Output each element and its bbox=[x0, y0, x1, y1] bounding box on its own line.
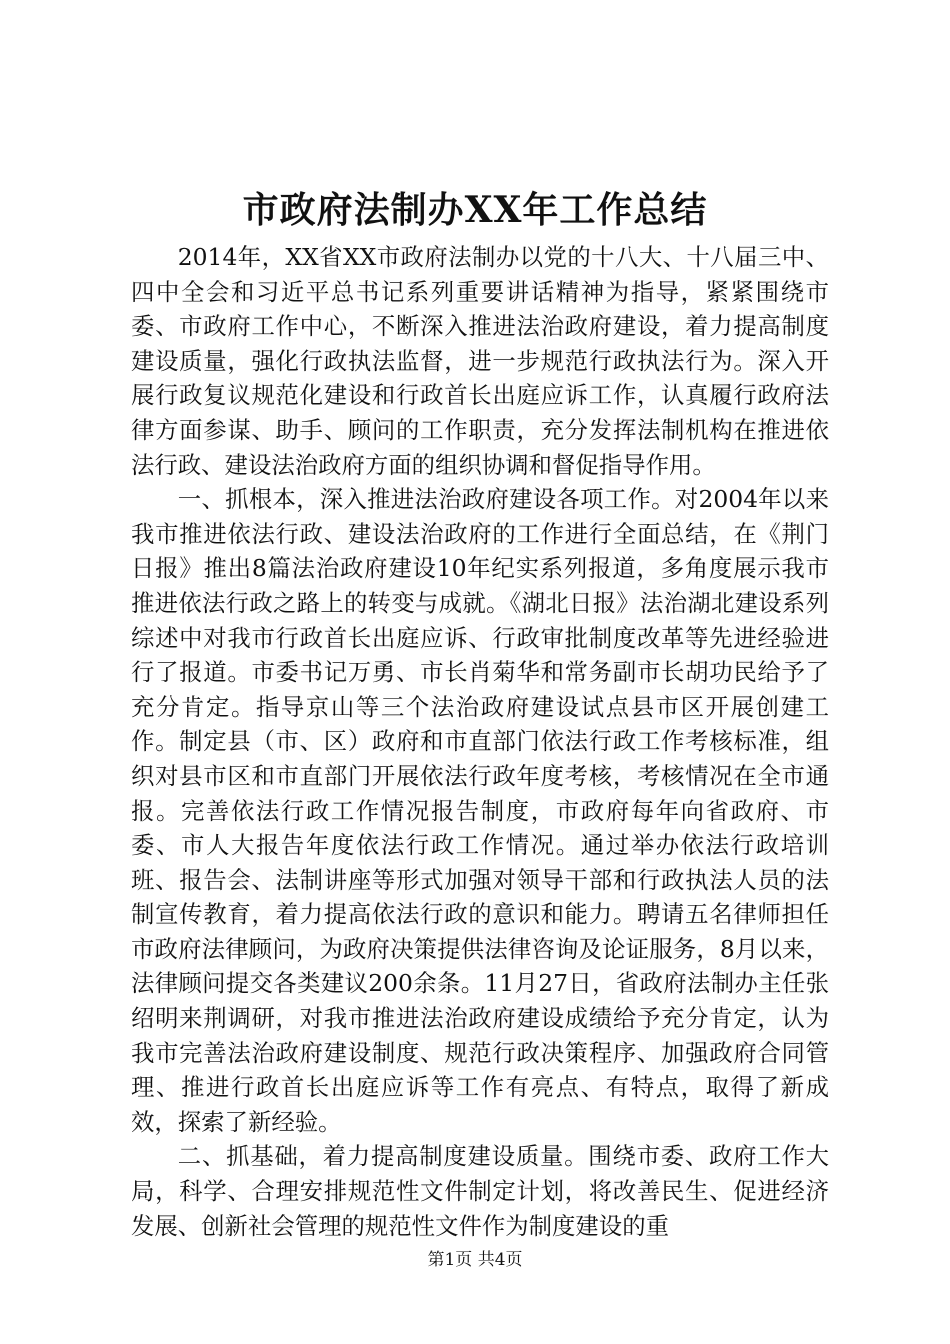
document-title: 市政府法制办XX年工作总结 bbox=[242, 189, 708, 231]
paragraph-section-2: 二、抓基础，着力提高制度建设质量。围绕市委、政府工作大局，科学、合理安排规范性文件制定计划，将改善民生、促进经济发展、创新社会管理的规范性文件作为制度建设的重 bbox=[131, 1142, 829, 1240]
page-number-footer: 第1页 共4页 bbox=[427, 1250, 523, 1270]
document-body bbox=[131, 240, 829, 1243]
paragraph-section-1: 一、抓根本，深入推进法治政府建设各项工作。对2004年以来我市推进依法行政、建设法治政府的工作进行全面总结，在《荆门日报》推出8篇法治政府建设10年纪实系列报道，多角度展示我市推进依法行政之路上的转变与成就。《湖北日报》法治湖北建设系列综述中对我市行政首长出庭应诉、行政审批制度改革等先进经验进行了报道。市委书记万勇、市长肖菊华和常务副市长胡功民给予了充分肯定。指导京山等三个法治政府建设试点县市区开展创建工作。制定县（市、区）政府和市直部门依法行政工作考核标准，组织对县市区和市直部门开展依法行政年度考核，考核情况在全市通报。完善依法行政工作情况报告制度，市政府每年向省政府、市委、市人大报告年度依法行政工作情况。通过举办依法行政培训班、报告会、法制讲座等形式加强对领导干部和行政执法人员的法制宣传教育，着力提高依法行政的意识和能力。聘请五名律师担任市政府法律顾问，为政府决策提供法律咨询及论证服务，8月以来，法律顾问提交各类建议200余条。11月27日，省政府法制办主任张绍明来荆调研，对我市推进法治政府建设成绩给予充分肯定，认为我市完善法治政府建设制度、规范行政决策程序、加强政府合同管理、推进行政首长出庭应诉等工作有亮点、有特点，取得了新成效，探索了新经验。 bbox=[131, 485, 829, 1136]
paragraph-intro: 2014年，XX省XX市政府法制办以党的十八大、十八届三中、四中全会和习近平总书记系列重要讲话精神为指导，紧紧围绕市委、市政府工作中心，不断深入推进法治政府建设，着力提高制度建设质量，强化行政执法监督，进一步规范行政执法行为。深入开展行政复议规范化建设和行政首长出庭应诉工作，认真履行政府法律方面参谋、助手、顾问的工作职责，充分发挥法制机构在推进依法行政、建设法治政府方面的组织协调和督促指导作用。 bbox=[131, 243, 829, 479]
